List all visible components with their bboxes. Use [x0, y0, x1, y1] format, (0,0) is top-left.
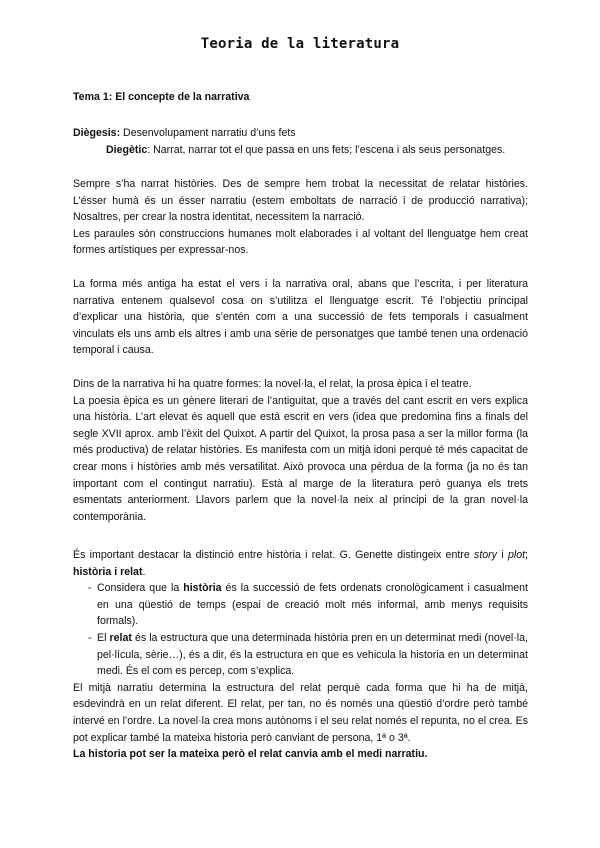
text-run: . — [142, 565, 146, 578]
diegetic-term: Diegètic — [106, 143, 148, 156]
paragraph-text: La poesia èpica es un gènere literari de l’antiguitat, que a través del cant escrit en vers explica una història. L’art elevat és aquell que està escrit en vers (idea que predomina fins a finals del segle XVII aprox. amb l’èxit del Quixot. A partir del Quixot, la prosa pasa a ser la millor forma (la més productiva) de relatar històries. Es manifesta com un mitjà idoni perquè té més capacitat de crear mons i històries amb més versatilitat. Això provoca una pèrdua de la forma (ja no és tan important com el contingut narratiu). Està al marge de la literatura però guanya els trets esmentats anteriorment. Llavors parlem que la novel·la neix al principi de la gran novel·la contemporània. — [73, 394, 528, 523]
paragraph-1 — [73, 176, 528, 259]
dash-bullet: - — [88, 582, 92, 595]
paragraph-4 — [73, 547, 528, 763]
text-run: És important destacar la distinció entre història i relat. G. Genette distingeix entre — [73, 549, 475, 561]
diegesis-term: Diègesis: — [73, 127, 121, 139]
text-run: El — [97, 631, 110, 644]
conclusion-line — [73, 746, 528, 763]
text-run: ; — [525, 549, 528, 561]
diegetic-def: : Narrat, narrar tot el que passa en uns fets; l’escena i als seus personatges. — [147, 143, 506, 156]
paragraph-text: Dins de la narrativa hi ha quatre formes: la novel·la, el relat, la prosa èpica i el teatre. — [73, 378, 472, 390]
paragraph-text: La forma més antiga ha estat el vers i la narrativa oral, abans que l’escrita, i per literatura narrativa entenem qualsevol cosa on s’utilitza el llenguatge escrit. Té l’objectiu principal d’explicar una història, que s’entén com a una successió de fets temporals i casualment vinculats els uns amb els altres i amb una sèrie de personatges que també tenen una ordenació temporal i causa. — [73, 278, 528, 357]
bold-conclusion: La historia pot ser la mateixa però el relat canvia amb el medi narratiu. — [73, 748, 428, 761]
bold-term: història — [183, 582, 222, 595]
bullet-list — [73, 580, 528, 680]
dash-bullet: - — [88, 631, 92, 644]
diegetic-line — [73, 142, 528, 159]
paragraph-text: Les paraules són construccions humanes molt elaborades i al voltant del llenguatge hem creat formes artístiques per expressar-nos. — [73, 227, 528, 257]
paragraph-text: Sempre s’ha narrat històries. Des de sempre hem trobat la necessitat de relatar històries. L’ésser humà és un ésser narratiu (estem emboltats de narració i de producció narrativa); Nosaltres, per crear la nostra identitat, necessitem la narració. — [73, 178, 528, 224]
text-run: és la estructura que una determinada història pren en un determinat medi (novel·la, pel·lícula, sèrie…), és a dir, és la estructura en que es vehicula la historia en un determinat medi. És el com es percep, com s’explica. — [97, 631, 528, 678]
list-item — [73, 580, 528, 630]
diegesis-def: Desenvolupament narratiu d’uns fets — [120, 127, 296, 139]
plot-term: plot — [507, 549, 526, 561]
story-term: story — [474, 549, 497, 561]
diegesis-line — [73, 125, 528, 142]
paragraph-3 — [73, 376, 528, 525]
text-run: i — [496, 549, 508, 561]
paragraph-text: El mitjà narratiu determina la estructura del relat perquè cada forma que hi ha de mitjà, esdevindrà en un relat diferent. El relat, per tan, no és només una qüestió d’ordre però també intervé en l’ordre. La novel·la crea mons autònoms i el seu relat només el repunta, no el crea. Es pot explicar també la mateixa historia però canviant de persona, 1ª o 3ª. — [73, 681, 528, 744]
bold-phrase: història i relat — [73, 565, 143, 578]
section-heading: Tema 1: El concepte de la narrativa — [73, 91, 250, 103]
text-run: és la successió de fets ordenats cronològicament i casualment en una qüestió de temps (espai de creació molt més informal, amb menys requisits formals). — [97, 582, 528, 628]
page-title: Teoria de la literatura — [200, 36, 400, 52]
intro-line — [73, 547, 528, 580]
bold-term: relat — [109, 631, 132, 644]
definition-block — [73, 125, 528, 158]
text-run: Considera que la — [97, 582, 184, 595]
list-item — [73, 630, 528, 680]
paragraph-2 — [73, 276, 528, 359]
